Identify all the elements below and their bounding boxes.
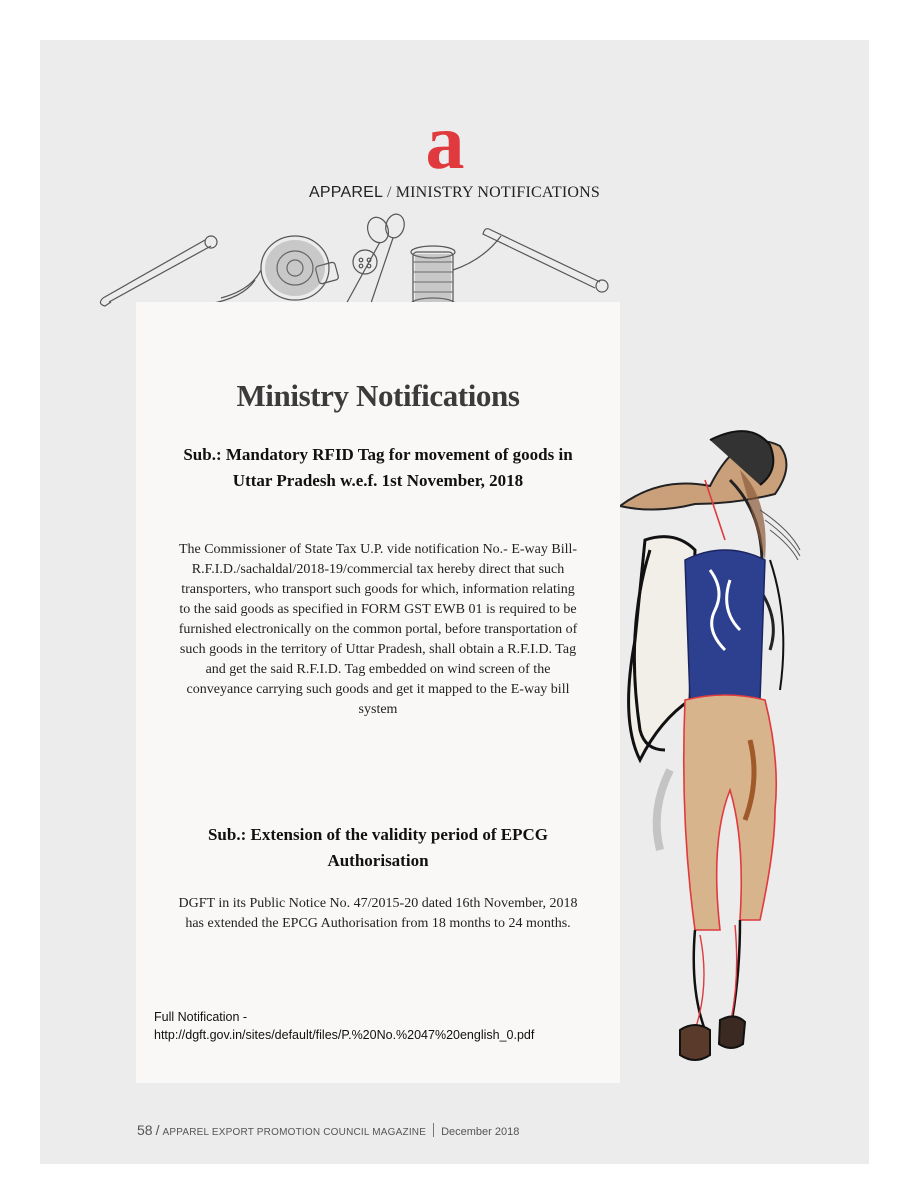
notice2-body: DGFT in its Public Notice No. 47/2015-20 dated 16th November, 2018 has extended the EPCG Authorisation from 18 months to 24 months. [178, 896, 578, 931]
svg-text:a: a [425, 110, 465, 174]
notice1-body: The Commissioner of State Tax U.P. vide notification No.- E-way Bill- R.F.I.D./sachaldal/2018-19/commercial tax hereby direct that such transporters, who transport such goods for which, information relating to the said goods as specified in FORM GST EWB 01 is required to be furnished electronically on the common portal, before transportation of such goods in the territory of Uttar Pradesh, shall obtain a R.F.I.D. Tag and get the said R.F.I.D. Tag embedded on wind screen of the conveyance carrying such goods and get it mapped to the E-way bill system [178, 542, 578, 717]
full-notification-label: Full Notification - [154, 1010, 248, 1024]
section-separator: / [387, 184, 392, 201]
page-footer [137, 1122, 519, 1140]
notice1-subject: Sub.: Mandatory RFID Tag for movement of goods in Uttar Pradesh w.e.f. 1st November, 2018 [183, 445, 573, 490]
apparel-logo-icon [414, 110, 476, 174]
sewing-tools-sketch-icon [95, 210, 615, 310]
page-title: Ministry Notifications [236, 378, 520, 413]
fashion-figure-sketch-icon [600, 410, 815, 1090]
footer-slash: / [155, 1122, 160, 1138]
section-header [0, 184, 909, 202]
notification-card [136, 302, 620, 1083]
notice2-subject: Sub.: Extension of the validity period of EPCG Authorisation [207, 825, 549, 870]
full-notification [154, 1008, 614, 1044]
subsection-label: MINISTRY NOTIFICATIONS [395, 184, 600, 201]
section-label: APPAREL [309, 184, 384, 201]
full-notification-link[interactable]: http://dgft.gov.in/sites/default/files/P.%20No.%2047%20english_0.pdf [154, 1028, 535, 1042]
magazine-name: APPAREL EXPORT PROMOTION COUNCIL MAGAZINE [162, 1127, 427, 1138]
issue-date: December 2018 [441, 1126, 520, 1138]
page-number: 58 [137, 1122, 153, 1138]
footer-divider [433, 1123, 434, 1137]
